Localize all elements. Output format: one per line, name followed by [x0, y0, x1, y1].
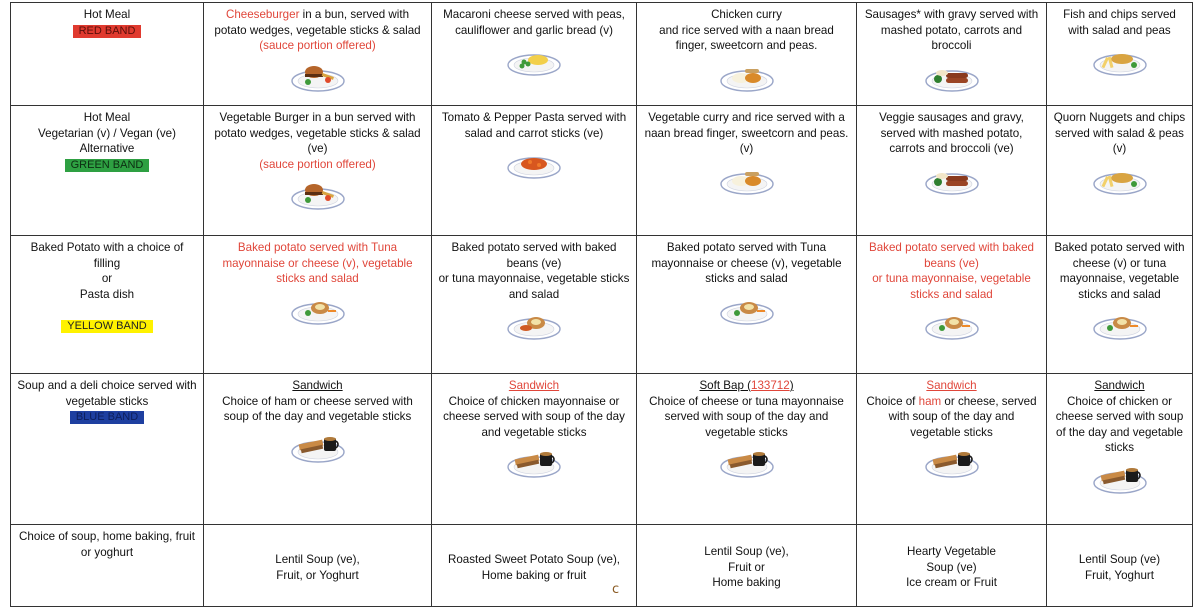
meal-category-cell — [11, 3, 204, 106]
item-description: Fruit or — [728, 560, 765, 574]
menu-row — [11, 374, 1193, 525]
item-description: Hearty Vegetable — [907, 545, 996, 559]
item-description: Choice of ham or cheese served with soup of the day and vegetable sticks — [222, 394, 413, 423]
item-description: Roasted Sweet Potato Soup (ve), — [447, 553, 621, 566]
item-description: Macaroni cheese served with peas, cauliflower and garlic bread (v) — [443, 8, 625, 37]
pasta-plate-icon — [437, 146, 631, 180]
item-description: Baked potato served with cheese (v) or tuna mayonnaise, vegetable sticks and salad — [1054, 241, 1185, 301]
veggie-sausage-plate-icon — [862, 162, 1041, 196]
fish-chips-plate-icon — [1052, 43, 1187, 77]
burger-plate-icon — [209, 59, 426, 93]
sandwich-soup-plate-icon — [209, 430, 426, 464]
veg-curry-plate-icon — [642, 162, 851, 196]
item-description: Choice of — [866, 394, 919, 408]
item-heading: Sandwich — [508, 379, 560, 392]
menu-item-cell — [432, 3, 637, 106]
item-heading: Soft Bap ( — [699, 379, 751, 392]
menu-item-cell — [1047, 106, 1193, 236]
menu-item-cell — [857, 374, 1047, 525]
menu-item-cell — [432, 525, 637, 607]
menu-row — [11, 236, 1193, 374]
item-description: ham — [918, 394, 942, 408]
menu-item-cell — [204, 106, 432, 236]
band-label: GREEN BAND — [65, 159, 150, 172]
item-description: or tuna mayonnaise, vegetable sticks and salad — [438, 272, 630, 301]
menu-item-cell — [637, 525, 857, 607]
baked-potato-beans-plate-icon — [437, 307, 631, 341]
item-description: or cheese, served with soup of the day and vegetable sticks — [888, 394, 1037, 439]
item-description: Lentil Soup (ve) — [1078, 553, 1161, 566]
item-description: Chicken curry — [711, 8, 782, 21]
menu-item-cell — [204, 236, 432, 374]
item-description: in a bun, served with potato wedges, vegetable sticks & salad — [214, 8, 421, 37]
school-lunch-menu-table — [10, 2, 1193, 607]
sandwich-soup-plate-icon — [862, 445, 1041, 479]
sandwich-soup-plate-icon — [1052, 461, 1187, 495]
menu-item-cell — [857, 525, 1047, 607]
meal-category-cell — [11, 106, 204, 236]
item-description: Quorn Nuggets and chips served with salad & peas (v) — [1053, 111, 1186, 155]
item-description: Vegetable Burger in a bun served with potato wedges, vegetable sticks & salad (ve) — [214, 111, 421, 155]
meal-category-line: Hot Meal — [83, 111, 131, 124]
item-description: Tomato & Pepper Pasta served with salad and carrot sticks (ve) — [441, 111, 627, 140]
menu-item-cell — [1047, 374, 1193, 525]
baked-potato-plate-icon — [642, 292, 851, 326]
menu-item-cell — [637, 374, 857, 525]
band-label: YELLOW BAND — [61, 320, 152, 333]
item-heading: Sandwich — [292, 379, 343, 392]
meal-category-line: Baked Potato with a choice of filling — [30, 241, 184, 270]
menu-item-cell — [637, 106, 857, 236]
item-description: (sauce portion offered) — [259, 39, 376, 52]
meal-category-cell — [11, 236, 204, 374]
item-description: Soup (ve) — [926, 560, 977, 574]
item-description: and rice served with a naan bread finger, sweetcorn and peas. — [659, 23, 834, 52]
menu-item-cell — [432, 106, 637, 236]
item-description: Choice of cheese or tuna mayonnaise served with soup of the day and vegetable sticks — [649, 394, 844, 439]
meal-category-line: Hot Meal — [83, 8, 131, 21]
meal-category-line: or — [101, 272, 113, 285]
item-description: Baked potato served with baked beans (ve) — [451, 241, 617, 270]
menu-item-cell — [432, 374, 637, 525]
item-description: Baked potato served with baked beans (ve) — [869, 241, 1034, 270]
handwritten-mark: c — [612, 582, 620, 597]
item-description: Baked potato served with Tuna mayonnaise or cheese (v), vegetable sticks and salad — [651, 241, 842, 285]
item-description: Home baking — [712, 576, 781, 590]
item-description: or tuna mayonnaise, vegetable sticks and salad — [872, 272, 1031, 301]
menu-item-cell — [204, 525, 432, 607]
menu-item-cell — [857, 3, 1047, 106]
baked-potato-plate-icon — [862, 307, 1041, 341]
menu-item-cell — [432, 236, 637, 374]
meal-category-line: Vegetarian (v) / Vegan (ve) — [38, 126, 176, 140]
band-label: BLUE BAND — [70, 411, 144, 424]
curry-plate-icon — [642, 59, 851, 93]
menu-row — [11, 106, 1193, 236]
meal-category-line: Soup and a deli choice served with vegetable sticks — [17, 379, 197, 408]
menu-row — [11, 3, 1193, 106]
meal-category-line: Alternative — [79, 142, 135, 155]
sandwich-soup-plate-icon — [437, 445, 631, 479]
veg-burger-plate-icon — [209, 177, 426, 211]
meal-category-line: Pasta dish — [79, 287, 135, 301]
item-description: Fruit, Yoghurt — [1085, 568, 1154, 582]
nuggets-plate-icon — [1052, 162, 1187, 196]
item-heading: ) — [789, 379, 794, 392]
baked-potato-plate-icon — [209, 292, 426, 326]
item-description: Home baking or fruit — [481, 568, 587, 582]
item-description: Lentil Soup (ve), — [704, 545, 789, 559]
band-label: RED BAND — [73, 25, 142, 38]
item-heading: 133712 — [751, 379, 790, 392]
menu-item-cell — [637, 3, 857, 106]
item-description: Cheeseburger — [225, 8, 300, 21]
meal-category-cell — [11, 525, 204, 607]
meal-category-line: Choice of soup, home baking, fruit or yoghurt — [19, 530, 195, 559]
menu-item-cell — [1047, 3, 1193, 106]
item-description: Lentil Soup (ve), — [275, 553, 360, 566]
item-description: Sausages* with gravy served with mashed potato, carrots and broccoli — [864, 8, 1039, 52]
item-description: Choice of chicken mayonnaise or cheese served with soup of the day and vegetable sticks — [443, 394, 625, 439]
sandwich-soup-plate-icon — [642, 445, 851, 479]
menu-item-cell — [857, 236, 1047, 374]
pasta-peas-plate-icon — [437, 43, 631, 77]
menu-item-cell — [1047, 236, 1193, 374]
menu-item-cell — [857, 106, 1047, 236]
item-heading: Sandwich — [926, 379, 977, 392]
item-description: Ice cream or Fruit — [906, 576, 997, 590]
menu-item-cell — [204, 374, 432, 525]
item-description: Veggie sausages and gravy, served with mashed potato, carrots and broccoli (ve) — [879, 111, 1024, 155]
menu-item-cell — [1047, 525, 1193, 607]
item-description: (sauce portion offered) — [259, 157, 376, 171]
item-description: Fruit, or Yoghurt — [276, 568, 359, 582]
item-description: Vegetable curry and rice served with a naan bread finger, sweetcorn and peas. (v) — [644, 111, 849, 155]
item-description: Baked potato served with Tuna mayonnaise or cheese (v), vegetable sticks and salad — [222, 241, 413, 285]
item-description: Choice of chicken or cheese served with soup of the day and vegetable sticks — [1055, 394, 1184, 454]
menu-item-cell — [637, 236, 857, 374]
item-description: Fish and chips served with salad and peas — [1063, 8, 1176, 37]
baked-potato-plate-icon — [1052, 307, 1187, 341]
sausage-plate-icon — [862, 59, 1041, 93]
menu-item-cell — [204, 3, 432, 106]
menu-row — [11, 525, 1193, 607]
meal-category-cell — [11, 374, 204, 525]
item-heading: Sandwich — [1094, 379, 1145, 392]
